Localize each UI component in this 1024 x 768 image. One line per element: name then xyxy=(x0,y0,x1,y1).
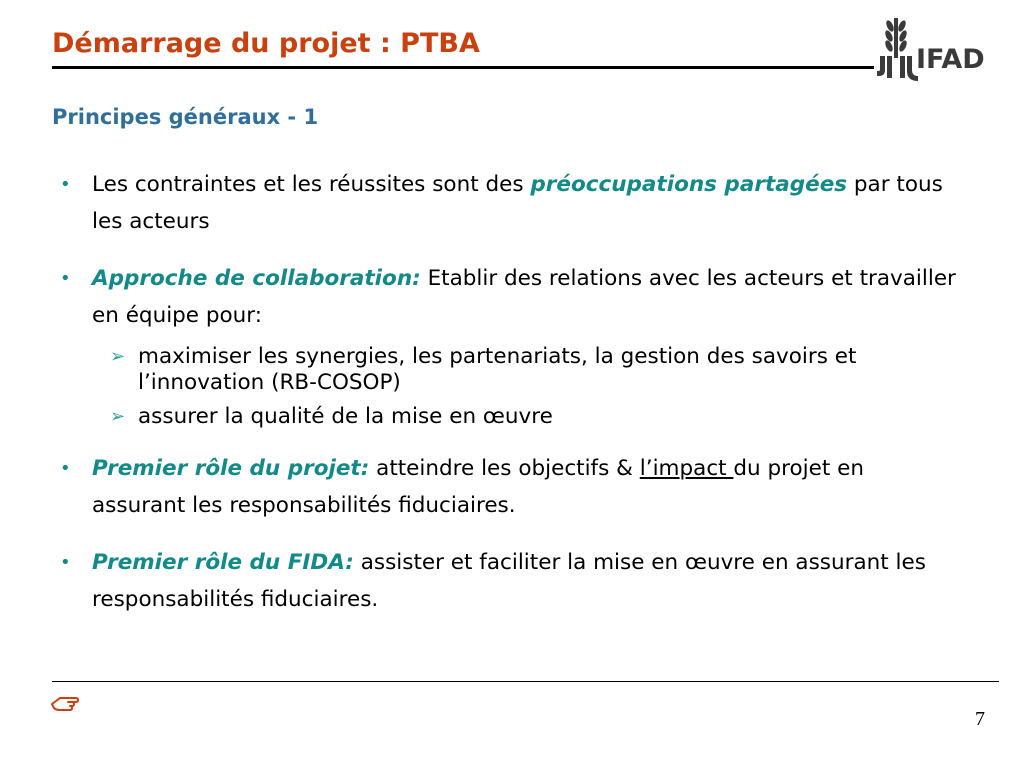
footer-divider xyxy=(52,681,999,682)
sub-item: ➢ maximiser les synergies, les partenariats, la gestion des savoirs et l’innovation (RB-COSOP) xyxy=(110,344,857,395)
bullet-item: • Approche de collaboration: Etablir des relations avec les acteurs et travailler en équipe pour: xyxy=(60,260,960,334)
slide-title: Démarrage du projet : PTBA xyxy=(52,28,480,59)
arrow-bullet-icon: ➢ xyxy=(110,406,126,427)
arrow-bullet-icon: ➢ xyxy=(110,346,126,367)
bullet-item: • Premier rôle du FIDA: assister et faciliter la mise en œuvre en assurant les responsabilités fiduciaires. xyxy=(60,544,960,618)
title-divider xyxy=(52,66,874,69)
bullet-item: • Premier rôle du projet: atteindre les objectifs & l’impact du projet en assurant les responsabilités fiduciaires. xyxy=(60,450,960,524)
bullet-dot-icon: • xyxy=(60,268,71,289)
ifad-wheat-icon xyxy=(876,16,918,84)
bullet-list xyxy=(60,166,960,638)
ifad-logo-text: IFAD xyxy=(916,44,985,75)
sub-item: ➢ assurer la qualité de la mise en œuvre xyxy=(110,404,553,429)
page-number: 7 xyxy=(975,708,985,730)
bullet-dot-icon: • xyxy=(60,174,71,195)
bullet-item: • Les contraintes et les réussites sont des préoccupations partagées par tous les acteurs xyxy=(60,166,960,240)
pointing-hand-icon[interactable] xyxy=(50,690,80,714)
bullet-dot-icon: • xyxy=(60,552,71,573)
sub-list xyxy=(92,344,960,430)
ifad-logo xyxy=(876,16,1002,84)
section-subtitle: Principes généraux - 1 xyxy=(52,105,319,129)
bullet-dot-icon: • xyxy=(60,458,71,479)
